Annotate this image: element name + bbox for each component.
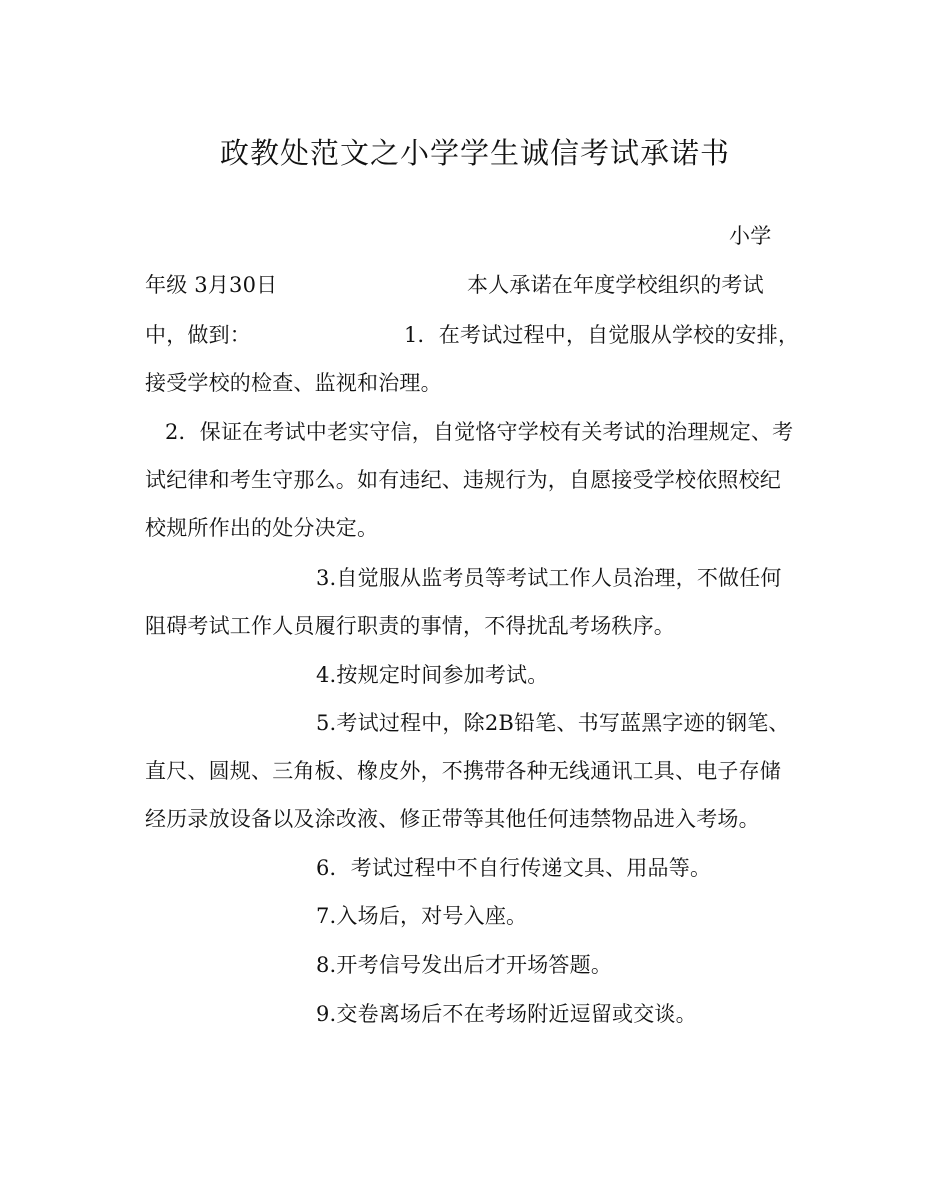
item2-line-c: 校规所作出的处分决定。: [145, 516, 379, 540]
item2-line-b: 试纪律和考生守那么。如有违纪、违规行为，自愿接受学校依照校纪: [145, 468, 781, 492]
item1-line-a: 1．在考试过程中，自觉服从学校的安排，: [404, 323, 800, 347]
item6-line: 6．考试过程中不自行传递文具、用品等。: [316, 856, 712, 880]
item5-line-c: 经历录放设备以及涂改液、修正带等其他任何违禁物品进入考场。: [145, 807, 760, 831]
item8-line: 8.开考信号发出后才开场答题。: [316, 953, 613, 977]
school-suffix: 小学: [729, 224, 772, 248]
document-title: 政教处范文之小学学生诚信考试承诺书: [219, 136, 730, 170]
item1-line-b: 接受学校的检查、监视和治理。: [145, 371, 442, 395]
item5-line-a: 5.考试过程中，除2B铅笔、书写蓝黑字迹的钢笔、: [316, 711, 790, 735]
zhong-line: 中，做到：: [145, 323, 251, 347]
item3-line-a: 3.自觉服从监考员等考试工作人员治理，不做任何: [316, 566, 782, 590]
item7-line: 7.入场后，对号入座。: [316, 904, 528, 928]
grade-date-line: 年级 3月30日: [145, 273, 278, 297]
item2-line-a: 2．保证在考试中老实守信，自觉恪守学校有关考试的治理规定、考: [165, 420, 794, 444]
item3-line-b: 阻碍考试工作人员履行职责的事情，不得扰乱考场秩序。: [145, 614, 675, 638]
item5-line-b: 直尺、圆规、三角板、橡皮外，不携带各种无线通讯工具、电子存储: [145, 759, 781, 783]
commit-line: 本人承诺在年度学校组织的考试: [467, 273, 764, 297]
item9-line: 9.交卷离场后不在考场附近逗留或交谈。: [316, 1002, 697, 1026]
item4-line: 4.按规定时间参加考试。: [316, 663, 549, 687]
